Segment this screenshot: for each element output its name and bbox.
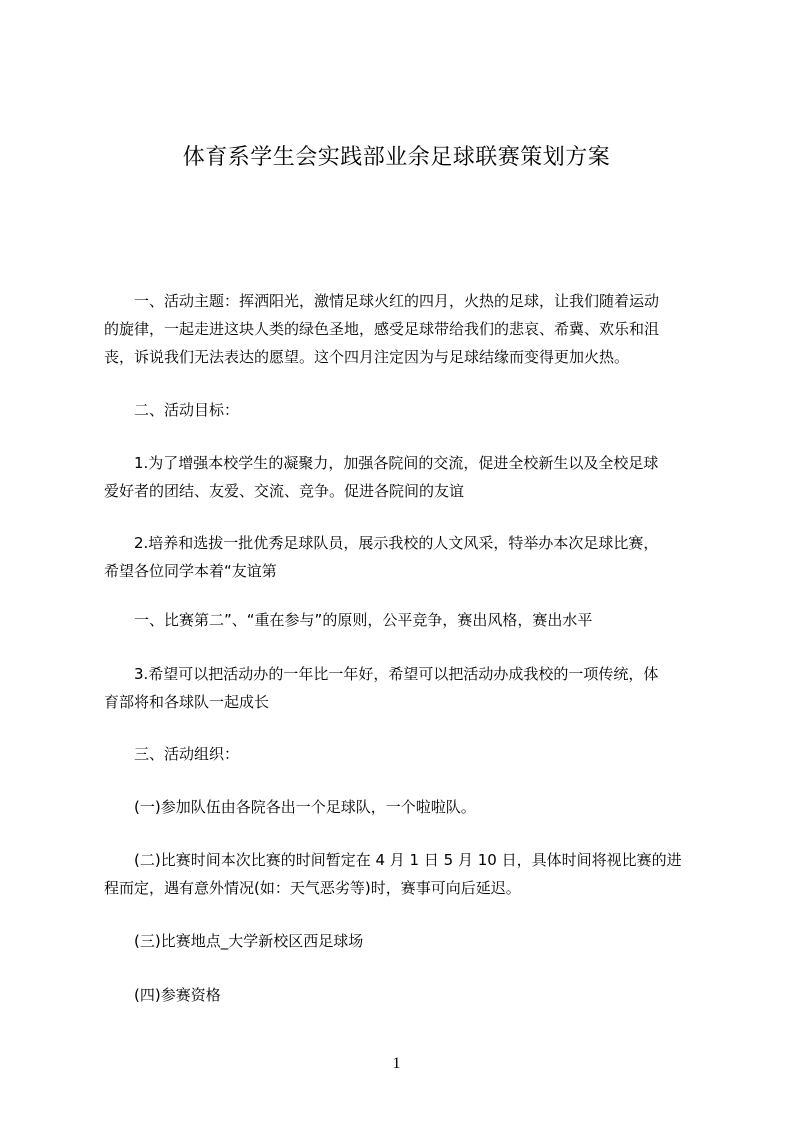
text-line: 3.希望可以把活动办的一年比一年好，希望可以把活动办成我校的一项传统，体 [104,665,659,683]
text-line: 三、活动组织： [104,745,240,763]
text-line: (四)参赛资格 [104,986,221,1004]
paragraph-activity-theme [104,287,704,371]
paragraph-competition-principle [104,606,704,634]
paragraph-goal-1 [104,449,704,505]
page-number: 1 [392,1055,401,1072]
text-line: 1.为了增强本校学生的凝聚力，加强各院间的交流，促进全校新生以及全校足球 [104,454,659,472]
text-line: 丧，诉说我们无法表达的愿望。这个四月注定因为与足球结缘而变得更加火热。 [104,348,630,366]
text-line: 一、比赛第二”、“重在参与”的原则，公平竞争，赛出风格，赛出水平 [104,611,593,629]
text-line: 育部将和各球队一起成长 [104,693,270,711]
text-line: (三)比赛地点_大学新校区西足球场 [104,932,364,950]
text-line: 一、活动主题：挥洒阳光，激情足球火红的四月，火热的足球，让我们随着运动 [104,292,660,310]
paragraph-goal-2 [104,529,704,585]
text-line: (一)参加队伍由各院各出一个足球队，一个啦啦队。 [104,798,476,816]
paragraph-goal-3 [104,660,704,716]
text-line: 二、活动目标： [104,401,240,419]
paragraph-match-time [104,846,704,902]
text-line: 爱好者的团结、友爱、交流、竞争。促进各院间的友谊 [104,482,465,500]
text-line: 的旋律，一起走进这块人类的绿色圣地，感受足球带给我们的悲哀、希冀、欢乐和沮 [104,320,660,338]
text-line: 2.培养和选拔一批优秀足球队员，展示我校的人文风采，特举办本次足球比赛， [104,534,659,552]
paragraph-match-venue [104,927,704,955]
paragraph-participating-teams [104,793,704,821]
document-title: 体育系学生会实践部业余足球联赛策划方案 [182,145,611,170]
text-line: (二)比赛时间本次比赛的时间暂定在 4 月 1 日 5 月 10 日，具体时间将视比赛的进 [104,851,682,869]
paragraph-eligibility [104,981,704,1009]
heading-activity-goals [104,396,704,424]
text-line: 希望各位同学本着“友谊第 [104,562,277,580]
text-line: 程而定，遇有意外情况(如：天气恶劣等)时，赛事可向后延迟。 [104,879,521,897]
heading-activity-organization [104,740,704,768]
